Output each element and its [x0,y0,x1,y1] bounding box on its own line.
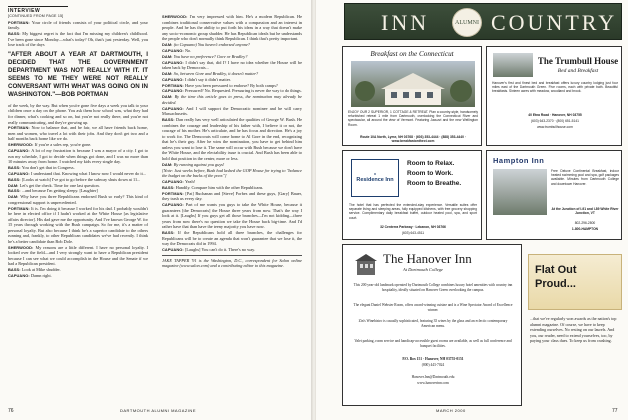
interview-paragraph [162,191,302,202]
interview-paragraph [162,14,302,42]
speaker-name: DAM: [8,194,21,200]
residence-line-2: Room to Work. [407,170,454,177]
banner-word-inn: INN [381,10,430,35]
speech-text: Dan really has very well articulated the qualities of George W. Bush. He combines the courage and leadership of his father with, I believe it or not, the courage of his mother. He's articulate, and he has focus and direction. He's a joy to work for. The Democrats will come home to Al Gore in the end, recognizing that he's their guy. After he wins the nomination, you have to get behind him unless you want to lose it. The same will occur with Bush because we don't have the White House, and the electability issue is crucial. And Bush has been able to hold that position in the center, more or less. [162,117,302,161]
ad-trumbull-title: The Trumbull House [537,56,619,66]
ad-hanover-subtitle: At Dartmouth College [403,267,443,272]
speaker-name: DAM: [162,70,174,76]
ad-residence-inn [342,150,482,240]
ad-hanover-p1: This 200 year-old landmark operated by Dartmouth College combines luxury hotel amenities with country inn hospitality, ideally situated on Hanover Green overlooking the campus. [353,283,513,292]
ad-flatout-body: ...that we've regularly won awards as the nation's top alumni magazine. Of course, we have to keep extending ourselves. No resting on our laurels. And you, our reader, need to extend yourselves, too, by paying your class dues. To keep us from crashing. [530,316,617,344]
ad-trumbull-body: Hanover's first and finest bed and breakfast offers luxury country lodging just four miles east of the Dartmouth Green. Five rooms, each with private bath. Beautiful breakfasts. Sixteen acres with meadow, woodland and brook. [492,81,618,94]
interview-paragraph [8,245,148,267]
speech-text: I didn't say it didn't matter. [184,76,231,82]
speaker-name: BASS: [8,176,22,182]
speaker-name: CAPUANO: [162,179,185,185]
speech-text: And I will support the Democratic nominee and be will carry Massachusetts. [162,105,302,117]
page-number-left: 76 [8,408,14,414]
speaker-name: CAPUANO: [162,76,185,82]
ad-hanover-p4: Valet parking, room service and handicap-accessible guest rooms are available, as well as full conference and banquet facilities. [354,339,512,348]
speaker-name: BASS: [162,184,176,190]
section-label: INTERVIEW [8,6,68,14]
interview-block-b [8,103,148,279]
speaker-name: CAPUANO: [162,88,185,94]
speech-text: Now to balance that, and be fair, we all have friends back home, men and women, who travel a lot with their jobs. And they don't get two and a half months back home like we do. [8,125,148,142]
interview-paragraph [162,162,302,168]
speaker-name: CAPUANO: [162,202,186,208]
interview-paragraph [162,60,302,71]
interview-paragraph [162,106,302,117]
pull-quote-attribution: —BOB PORTMAN [55,90,109,98]
speech-text: By running against you guys! [173,161,225,167]
inn-country-banner [344,3,622,40]
interview-paragraph [162,42,302,48]
interview-paragraph [162,202,302,230]
interview-paragraph [8,125,148,142]
speech-text: My reasons are a little different. I have no personal loyalty. I looked over the field—and I very strongly want to have a Republican president because I can see what we could accomplish in the House and the Senate if we had a Republican president. [8,244,149,267]
speaker-name: DAM: [162,161,174,167]
speaker-name: DAM: [162,94,175,100]
speech-text: Part of me wants you guys to take the White House, because it guarantees [the Democrats] the House three years from now. That's the way I look at it. [Laughs] If you guys get all those branches—I'm not kidding—three years from now there's no question we take the House back big-time. And I'd rather have that than have the teeny majority you have now. [162,202,302,230]
crest-icon [452,8,482,37]
pull-quote-text: "AFTER ABOUT A YEAR AT DARTMOUTH, I DECIDED THAT THE GOVERNMENT DEPARTMENT WAS NOT REALLY WITH IT. IT SEEMS TO ME THEY WERE NOT REALLY CONVERSANT WITH WHAT WAS GOING ON IN WASHINGTON." [8,50,148,98]
interview-paragraph [8,267,148,273]
speaker-name: CAPUANO: [8,273,31,279]
speech-text: [Pat] Buchanan and [Steve] Forbes and these guys, [Gary] Bauer, they trash us every day. [162,190,302,202]
interview-paragraph [162,247,302,253]
interview-paragraph [162,48,302,54]
speech-text: Your circle of friends consists of your political circle, and your family. [8,19,148,31]
speaker-name: PORTMAN: [162,82,185,88]
residence-inn-logo [351,159,399,197]
speech-text: I'm very impressed with him. He's a modern Republican. He combines traditional conservative values with a compassion and an interest in people. And he has the ability to put forth his ideas in a way that doesn't make any socio-economic group shudder. He has Republican ideals but he understands the people who don't normally think Republican. I think that's pretty important. [162,14,302,42]
residence-line-3: Room to Breathe. [407,180,462,187]
speech-text: I didn't say that, did I? I have no idea whether the House will be taken back by Democrats... [162,59,302,71]
speaker-name: DAM: [162,53,174,59]
speech-text: If the Republicans hold all three branches, the challenges for Republicans will be to create an agenda that won't guarantee that we lose it, the way the Democrats did in 1994. [162,230,302,247]
ad-trumbull-phone: (603) 643-2370 · (800) 651-5141 [530,119,580,123]
speech-text: [Laughs] You can't do it. There's no way. [184,247,256,253]
tire-tread-panel [528,254,622,310]
speech-text: I understand that. Knowing what I know now I would never do it... [30,170,146,176]
speech-text: You don't get that in Congress. [21,165,75,171]
ad-hanover-p3: Zin's Winebistro is casually sophisticated, featuring 35 wines by the glass and an eclectic contemporary American menu. [358,319,508,328]
interview-paragraph [162,88,302,94]
speech-text: Yeah! [184,179,196,185]
speech-text: [Looks at watch] I've got to go before the subway shuts down at 11... [21,176,141,182]
speaker-name: PORTMAN: [8,19,32,25]
speaker-name: BASS: [8,188,22,194]
ad-breakfast-contact: Route 10A North, Lyme, NH 03768 · (603) 353-4444 · (888) 353-4440 · www.breakfastonthect.com [360,135,466,144]
interview-paragraph [8,177,148,183]
ad-hanover-p2: The elegant Daniel Webster Room, offers award-winning cuisine and is a Wine Spectator Award of Excellence winner. [353,303,513,312]
ad-hanover-phone: (800) 443-7024 [421,363,445,367]
speaker-name: CAPUANO: [162,59,186,65]
interview-paragraph [162,179,302,185]
inn-photo [351,61,475,107]
ad-residence-address: 32 Centerra Parkway · Lebanon, NH 03766 [380,225,446,229]
footer-right: MARCH 2000 [436,408,466,413]
ad-hampton-tollfree: 1-800-HAMPTON [571,227,599,231]
interview-column-2 [162,14,302,269]
speaker-name: BASS: [162,230,178,236]
speech-text: of the week, by the way. But when you're gone five days a week you talk to your children once a day on the phone. You ask them how school was, what they had for dinner, what's cooking and so on, but you're not really there, and you're not really communicating, and they're growing up. [8,102,148,125]
interview-paragraph [162,77,302,83]
speech-text: If you're a sales rep, you're gone. [34,142,92,148]
speech-text: Let's get the check. Time for one last question. [19,182,100,188]
interview-paragraph [162,230,302,247]
interview-paragraph [162,117,302,161]
ad-hanover-address: P.O. Box 151 · Hanover, NH 03755-0151 [402,357,464,361]
speech-text: Damn right. [30,273,52,279]
ad-hampton-title: Hampton Inn [493,156,545,165]
ad-flatout-headline: Flat Out Proud... [535,264,577,290]
interview-block-c [162,14,302,253]
speaker-name: PORTMAN: [8,205,32,211]
ad-hampton-body: Free Deluxe Continental Breakfast, indoor heated swimming pool and spa, golf packages available. Minutes from Dartmouth College and downtown Hanover. [551,169,619,186]
marriott-icon: M [373,171,377,176]
ad-hampton-directions: At the Junction of I-91 and I-89 White River Junction, VT [551,207,619,216]
speaker-name: SHERWOOD: [8,244,36,250]
footer-left: DARTMOUTH ALUMNI MAGAZINE [120,408,196,413]
interview-paragraph [8,171,148,177]
speech-text: By the time this article goes to press, the nomination may already be decided. [162,94,302,105]
speaker-name: BASS: [8,165,22,171]
ad-flat-out-proud [528,244,622,406]
speaker-name: CAPUANO: [162,247,185,253]
speech-text: Have you been pressured to endorse? By both camps? [184,82,278,88]
ad-breakfast-body: ENJOY OUR 2 SUPERIOR, 1 COTTAGE & RETREAT. Plan a country-style, handsomely refurbished retreat 1 mile from Dartmouth, overlooking the Connecticut River and spectacular, all around the view of Vermont. Featuring Jacuzzi and the new Wellington Room. [348,110,478,127]
interview-paragraph [8,206,148,245]
ad-residence-body: The hotel that has perfected the extended-stay experience. Versatile suites offer separate living and sleeping areas, fully equipped kitchens, with free grocery shopping service. Complimentary daily breakfast buffet, outdoor heated pool, spa, and sport court. [349,203,477,220]
ad-hanover-inn [342,244,522,406]
interview-block-a [8,20,148,48]
speaker-name: SHERWOOD: [162,14,190,19]
interview-paragraph [8,103,148,125]
hanover-inn-building-icon [353,251,379,277]
speaker-name: CAPUANO: [8,170,31,176]
speaker-name: DAM: [162,42,174,48]
speaker-name: CAPUANO: [162,47,185,53]
house-icon [351,61,475,107]
ad-trumbull-subtitle: Bed and Breakfast [557,68,599,74]
interview-paragraph [162,94,302,105]
interview-paragraph [8,188,148,194]
residence-inn-brand: Residence Inn [356,176,394,183]
hampton-photo [493,169,547,215]
speaker-name: SHERWOOD: [8,142,35,148]
ad-hanover-email: Hanover.Inn@Dartmouth.edu [411,375,455,379]
ad-trumbull-address: 40 Etna Road · Hanover, NH 03755 [528,113,582,117]
interview-paragraph [8,142,148,148]
interview-paragraph [162,168,302,179]
continued-note: [CONTINUED FROM PAGE 15] [8,14,64,18]
interview-paragraph [8,183,148,189]
crest-label: ALUMNI [455,19,479,26]
speech-text: Why have you three Republicans endorsed Bush so early? This kind of congressional support is unprecedented. [8,194,148,205]
speech-text: [Note: Just weeks before, Bush had lashed the GOP House for trying to "balance the budget on the backs of the poor."] [162,167,302,179]
interview-paragraph [162,185,302,191]
interview-paragraph [8,194,148,205]
banner-word-country: COUNTRY [491,10,618,35]
interview-paragraph [8,165,148,171]
interview-paragraph [8,31,148,48]
speech-text: Pressured? No. Requested. Pressuring is never the way to do things. [184,88,302,94]
speaker-name: BASS: [8,31,23,37]
speaker-name: BASS: [162,117,176,123]
ad-residence-phone: (603) 643-4511 [401,231,425,235]
interview-column-1 [8,14,148,279]
ad-breakfast-title: Breakfast on the Connecticut [370,50,454,58]
residence-line-1: Room to Relax. [407,160,455,167]
interview-paragraph [8,148,148,165]
speech-text: Handily. Compare him with the other Republicans. [175,184,264,190]
speaker-name: CAPUANO: [162,105,187,111]
speaker-name: DAM: [8,182,20,188]
ad-trumbull-web: www.trumbullhouse.com [537,125,573,129]
ad-hanover-web: www.hanoverinn.com [417,381,449,385]
speech-text: Look at Mike shudder. [21,267,61,273]
interview-paragraph [8,20,148,31]
speaker-name: PORTMAN: [162,190,186,196]
speech-text: ...and because I'm getting sleepy. [Laughter] [21,188,98,194]
speech-text: (to Capuano) You haven't endorsed anyone? [173,42,251,48]
interview-paragraph [162,54,302,60]
speech-text: No. [184,47,192,53]
ad-breakfast-connecticut [342,46,482,146]
speaker-name: BASS: [8,267,22,273]
author-bio: JAKE TAPPER '91 is the Washington, D.C., correspondent for Salon online magazine (www.salon.com) and a contributing editor to this magazine. [162,255,302,269]
ad-hampton-phone: 802-296-2800 [574,221,596,225]
page-number-right: 77 [612,408,618,414]
trumbull-photo [493,53,533,77]
interview-paragraph [162,83,302,89]
speech-text: So, between Gore and Bradley, it doesn't matter? [173,70,259,76]
ad-trumbull-house [486,46,622,146]
speaker-name: CAPUANO: [8,148,32,154]
speech-text: You have no preference? Gore or Bradley? [173,53,248,59]
speech-text: A lot of my frustration is because I was a mayor of a city. I got to run my schedule, I got to decide when things got done, and I was no more than 10 minutes away from home. I watched my kids every single day. [8,148,148,165]
speaker-name: PORTMAN: [8,125,32,131]
ad-hanover-title: The Hanover Inn [383,251,472,266]
pull-quote [8,51,148,99]
interview-paragraph [162,71,302,77]
ad-hampton-inn [486,150,622,240]
speech-text: My biggest regret is the fact that I'm missing my children's childhood. I've been gone since Monday—what's today? Oh, that's just yesterday. Well, you lose track of the days [8,31,148,48]
interview-paragraph [8,273,148,279]
speech-text: It is. I'm doing it because I worked for his dad. I probably wouldn't be here in elected office if I hadn't worked at the White House [as legislative affairs director]. His dad gave me the opportunity. And I've known George W. for 15 years through working with the Bush campaign. So for me, it's a matter of personal loyalty. But also because I think he's a superior candidate to the others running and, frankly, to other Republican candidates we've had recently. I think he's a better candidate than Bob Dole. [8,205,148,244]
